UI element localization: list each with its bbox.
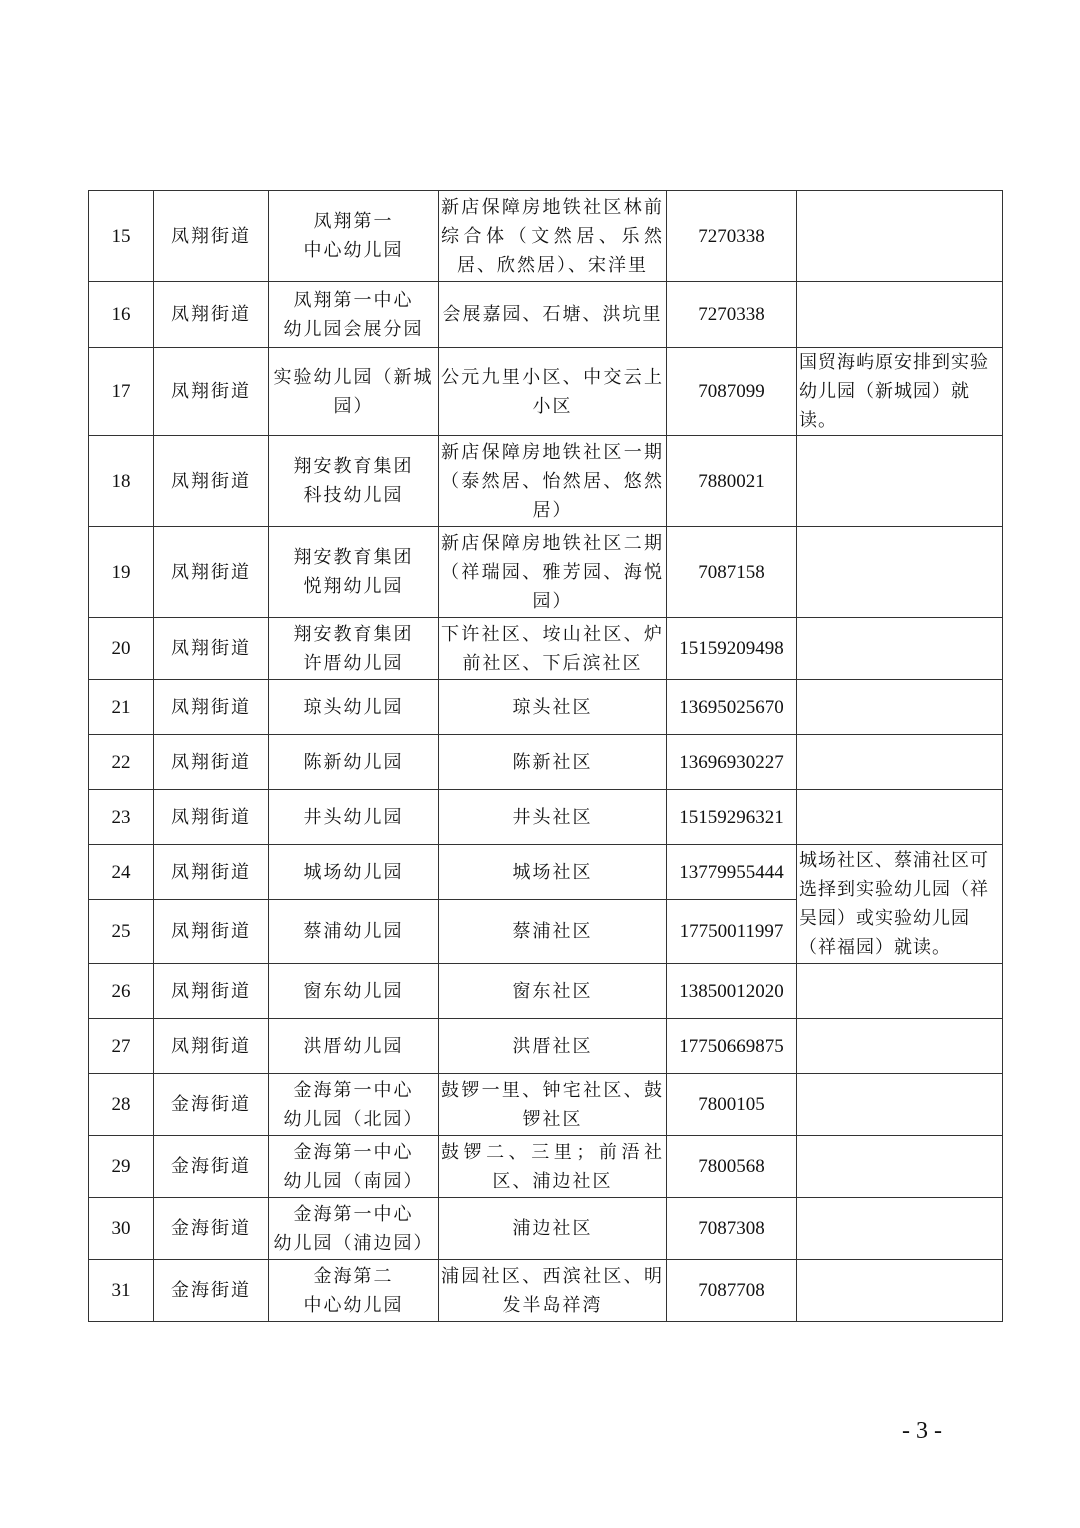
kindergarten-name-line: 凤翔第一 bbox=[313, 211, 394, 232]
kindergarten-name-line: 翔安教育集团 bbox=[293, 547, 414, 568]
kindergarten-name-cell bbox=[269, 680, 439, 735]
kindergarten-name-line: 悦翔幼儿园 bbox=[303, 576, 404, 597]
row-number-cell: 16 bbox=[89, 282, 154, 348]
kindergarten-name-line: 幼儿园（浦边园） bbox=[273, 1232, 434, 1254]
phone-cell: 13696930227 bbox=[667, 735, 797, 790]
enrollment-area-cell: 浦园社区、西滨社区、明发半岛祥湾 bbox=[439, 1260, 667, 1322]
row-number-cell: 20 bbox=[89, 618, 154, 680]
note-cell bbox=[797, 191, 1003, 282]
enrollment-area-cell: 窗东社区 bbox=[439, 964, 667, 1019]
enrollment-area-cell: 会展嘉园、石塘、洪坑里 bbox=[439, 282, 667, 348]
table-row bbox=[89, 735, 1003, 790]
row-number-cell: 21 bbox=[89, 680, 154, 735]
street-cell: 凤翔街道 bbox=[154, 900, 269, 964]
street-cell: 凤翔街道 bbox=[154, 282, 269, 348]
phone-cell: 7087308 bbox=[667, 1198, 797, 1260]
note-cell bbox=[797, 436, 1003, 527]
kindergarten-name-line: 井头幼儿园 bbox=[303, 806, 404, 828]
phone-cell: 15159209498 bbox=[667, 618, 797, 680]
kindergarten-name-cell bbox=[269, 282, 439, 348]
street-cell: 凤翔街道 bbox=[154, 735, 269, 790]
kindergarten-name-line: 金海第一中心 bbox=[293, 1203, 414, 1225]
enrollment-area-cell: 公元九里小区、中交云上小区 bbox=[439, 348, 667, 436]
phone-cell: 7270338 bbox=[667, 191, 797, 282]
table-row bbox=[89, 1260, 1003, 1322]
row-number-cell: 26 bbox=[89, 964, 154, 1019]
kindergarten-name-line: 凤翔第一中心 bbox=[293, 289, 414, 311]
phone-cell: 7880021 bbox=[667, 436, 797, 527]
kindergarten-name-line: 金海第一中心 bbox=[293, 1141, 414, 1163]
enrollment-area-cell: 城场社区 bbox=[439, 845, 667, 900]
street-cell: 凤翔街道 bbox=[154, 845, 269, 900]
note-cell bbox=[797, 282, 1003, 348]
row-number-cell: 18 bbox=[89, 436, 154, 527]
kindergarten-name-line: 许厝幼儿园 bbox=[303, 652, 404, 674]
note-cell bbox=[797, 1198, 1003, 1260]
table-row bbox=[89, 1019, 1003, 1074]
kindergarten-name-line: 幼儿园会展分园 bbox=[283, 318, 424, 340]
kindergarten-name-cell bbox=[269, 900, 439, 964]
enrollment-area-cell: 琼头社区 bbox=[439, 680, 667, 735]
row-number-cell: 30 bbox=[89, 1198, 154, 1260]
street-cell: 凤翔街道 bbox=[154, 191, 269, 282]
kindergarten-name-cell bbox=[269, 348, 439, 436]
street-cell: 凤翔街道 bbox=[154, 964, 269, 1019]
street-cell: 凤翔街道 bbox=[154, 1019, 269, 1074]
enrollment-area-cell: 蔡浦社区 bbox=[439, 900, 667, 964]
kindergarten-name-line: 翔安教育集团 bbox=[293, 623, 414, 645]
street-cell: 凤翔街道 bbox=[154, 618, 269, 680]
row-number-cell: 29 bbox=[89, 1136, 154, 1198]
table-row bbox=[89, 618, 1003, 680]
street-cell: 凤翔街道 bbox=[154, 527, 269, 618]
phone-cell: 7800568 bbox=[667, 1136, 797, 1198]
phone-cell: 7800105 bbox=[667, 1074, 797, 1136]
kindergarten-name-line: 窗东幼儿园 bbox=[303, 980, 404, 1002]
table-row bbox=[89, 1136, 1003, 1198]
phone-cell: 17750011997 bbox=[667, 900, 797, 964]
table-row bbox=[89, 790, 1003, 845]
table-row bbox=[89, 348, 1003, 436]
table-row bbox=[89, 1074, 1003, 1136]
note-cell bbox=[797, 1019, 1003, 1074]
kindergarten-name-cell bbox=[269, 1136, 439, 1198]
kindergarten-name-line: 城场幼儿园 bbox=[303, 861, 404, 883]
page-number: - 3 - bbox=[902, 1418, 942, 1444]
table-row bbox=[89, 964, 1003, 1019]
kindergarten-name-cell bbox=[269, 790, 439, 845]
note-cell bbox=[797, 735, 1003, 790]
enrollment-area-cell: 鼓锣一里、钟宅社区、鼓锣社区 bbox=[439, 1074, 667, 1136]
note-cell bbox=[797, 790, 1003, 845]
enrollment-area-cell: 井头社区 bbox=[439, 790, 667, 845]
table-row bbox=[89, 680, 1003, 735]
kindergarten-name-cell bbox=[269, 1198, 439, 1260]
enrollment-area-cell: 新店保障房地铁社区二期（祥瑞园、雅芳园、海悦园） bbox=[439, 527, 667, 618]
kindergarten-name-line: 中心幼儿园 bbox=[303, 240, 404, 261]
kindergarten-name-line: 园） bbox=[333, 395, 374, 417]
table-body bbox=[89, 191, 1003, 1322]
kindergarten-name-line: 实验幼儿园（新城 bbox=[273, 366, 434, 388]
row-number-cell: 27 bbox=[89, 1019, 154, 1074]
row-number-cell: 31 bbox=[89, 1260, 154, 1322]
street-cell: 凤翔街道 bbox=[154, 790, 269, 845]
note-cell: 城场社区、蔡浦社区可选择到实验幼儿园（祥吴园）或实验幼儿园（祥福园）就读。 bbox=[797, 845, 1003, 964]
kindergarten-name-cell bbox=[269, 527, 439, 618]
table-row bbox=[89, 1198, 1003, 1260]
street-cell: 金海街道 bbox=[154, 1074, 269, 1136]
street-cell: 金海街道 bbox=[154, 1198, 269, 1260]
row-number-cell: 19 bbox=[89, 527, 154, 618]
note-cell bbox=[797, 527, 1003, 618]
row-number-cell: 25 bbox=[89, 900, 154, 964]
kindergarten-assignment-table bbox=[88, 190, 1003, 1322]
kindergarten-name-cell bbox=[269, 735, 439, 790]
note-cell bbox=[797, 1260, 1003, 1322]
phone-cell: 7087158 bbox=[667, 527, 797, 618]
phone-cell: 7087099 bbox=[667, 348, 797, 436]
enrollment-area-cell: 新店保障房地铁社区一期（泰然居、怡然居、悠然居） bbox=[439, 436, 667, 527]
phone-cell: 13695025670 bbox=[667, 680, 797, 735]
street-cell: 凤翔街道 bbox=[154, 680, 269, 735]
enrollment-area-cell: 洪厝社区 bbox=[439, 1019, 667, 1074]
street-cell: 金海街道 bbox=[154, 1260, 269, 1322]
table-row bbox=[89, 191, 1003, 282]
phone-cell: 15159296321 bbox=[667, 790, 797, 845]
kindergarten-name-cell bbox=[269, 191, 439, 282]
kindergarten-name-cell bbox=[269, 618, 439, 680]
phone-cell: 13779955444 bbox=[667, 845, 797, 900]
note-cell bbox=[797, 680, 1003, 735]
table-row bbox=[89, 282, 1003, 348]
kindergarten-name-line: 洪厝幼儿园 bbox=[303, 1035, 404, 1057]
phone-cell: 13850012020 bbox=[667, 964, 797, 1019]
street-cell: 金海街道 bbox=[154, 1136, 269, 1198]
kindergarten-name-cell bbox=[269, 964, 439, 1019]
kindergarten-name-cell bbox=[269, 436, 439, 527]
kindergarten-name-cell bbox=[269, 845, 439, 900]
kindergarten-name-line: 幼儿园（南园） bbox=[283, 1170, 424, 1192]
enrollment-area-cell: 下许社区、垵山社区、炉前社区、下后滨社区 bbox=[439, 618, 667, 680]
row-number-cell: 28 bbox=[89, 1074, 154, 1136]
enrollment-area-cell: 浦边社区 bbox=[439, 1198, 667, 1260]
phone-cell: 7270338 bbox=[667, 282, 797, 348]
kindergarten-name-line: 中心幼儿园 bbox=[303, 1294, 404, 1316]
kindergarten-name-line: 金海第一中心 bbox=[293, 1079, 414, 1101]
kindergarten-name-line: 琼头幼儿园 bbox=[303, 696, 404, 718]
note-cell bbox=[797, 1136, 1003, 1198]
note-cell bbox=[797, 618, 1003, 680]
kindergarten-name-line: 陈新幼儿园 bbox=[303, 751, 404, 773]
phone-cell: 17750669875 bbox=[667, 1019, 797, 1074]
kindergarten-name-line: 幼儿园（北园） bbox=[283, 1108, 424, 1130]
note-cell bbox=[797, 1074, 1003, 1136]
note-cell bbox=[797, 964, 1003, 1019]
street-cell: 凤翔街道 bbox=[154, 436, 269, 527]
row-number-cell: 22 bbox=[89, 735, 154, 790]
kindergarten-name-cell bbox=[269, 1019, 439, 1074]
table-row bbox=[89, 436, 1003, 527]
enrollment-area-cell: 陈新社区 bbox=[439, 735, 667, 790]
row-number-cell: 24 bbox=[89, 845, 154, 900]
enrollment-area-cell: 新店保障房地铁社区林前综合体（文然居、乐然居、欣然居）、宋洋里 bbox=[439, 191, 667, 282]
row-number-cell: 15 bbox=[89, 191, 154, 282]
table-row bbox=[89, 845, 1003, 900]
street-cell: 凤翔街道 bbox=[154, 348, 269, 436]
kindergarten-name-cell bbox=[269, 1074, 439, 1136]
kindergarten-name-cell bbox=[269, 1260, 439, 1322]
row-number-cell: 17 bbox=[89, 348, 154, 436]
kindergarten-name-line: 科技幼儿园 bbox=[303, 485, 404, 506]
enrollment-area-cell: 鼓锣二、三里；前浯社区、浦边社区 bbox=[439, 1136, 667, 1198]
kindergarten-name-line: 金海第二 bbox=[313, 1265, 394, 1287]
table-row bbox=[89, 527, 1003, 618]
note-cell: 国贸海屿原安排到实验幼儿园（新城园）就读。 bbox=[797, 348, 1003, 436]
kindergarten-name-line: 蔡浦幼儿园 bbox=[303, 921, 404, 942]
kindergarten-name-line: 翔安教育集团 bbox=[293, 456, 414, 477]
phone-cell: 7087708 bbox=[667, 1260, 797, 1322]
row-number-cell: 23 bbox=[89, 790, 154, 845]
